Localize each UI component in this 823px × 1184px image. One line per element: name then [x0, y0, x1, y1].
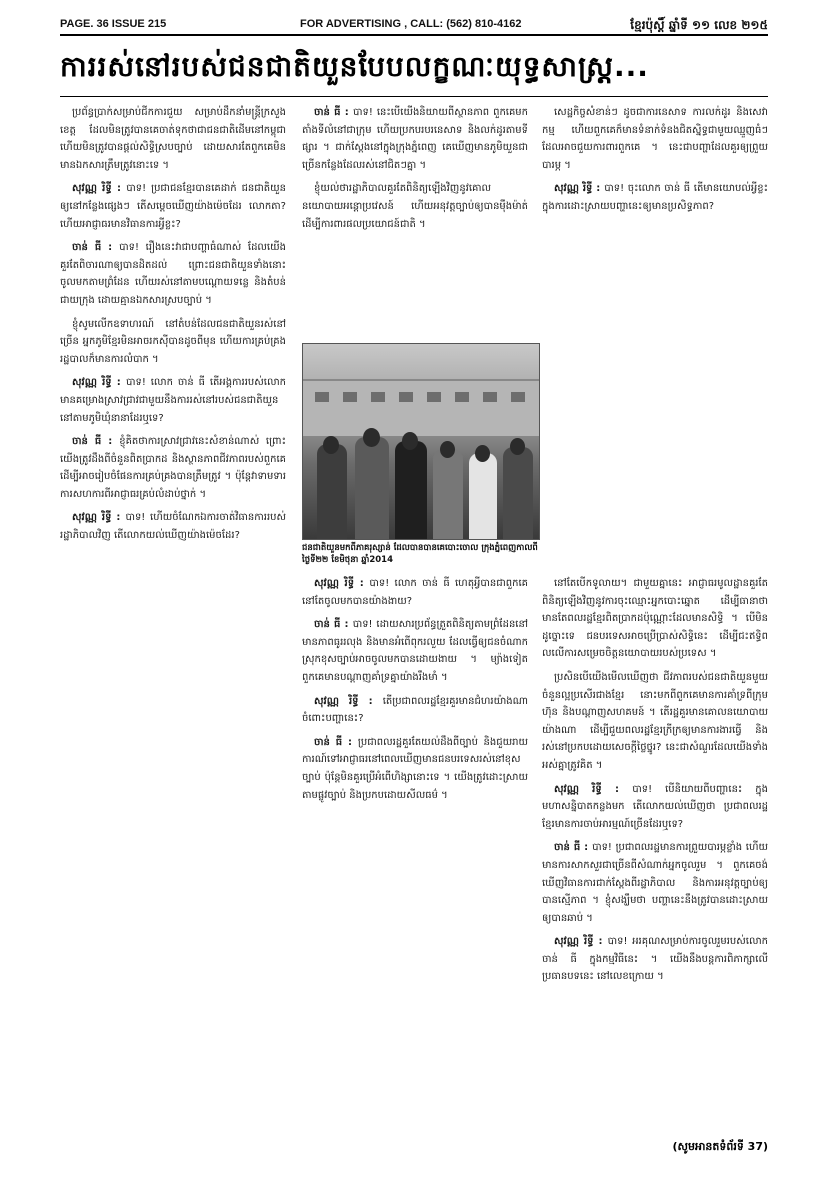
- article-paragraph: [542, 104, 768, 174]
- headline-rule: [60, 96, 768, 97]
- paragraph-text: ខ្ញុំគិតថាការស្រាវជ្រាវនេះសំខាន់ណាស់ ព្រោះយើងត្រូវដឹងពីចំនួនពិតប្រាកដ និងស្ថានភាពជីវភាពរបស់ពួកគេ ដើម្បីអាចរៀបចំផែនការគ្រប់គ្រងបានត្រឹមត្រូវ ។ ប៉ុន្តែវាទាមទារការសហការពីអាជ្ញាធរគ្រប់លំដាប់ថ្នាក់ ។: [60, 436, 286, 500]
- photo-person: [433, 449, 463, 539]
- paragraph-text: បាទ! បើនិយាយពីបញ្ហានេះ ក្នុងមហាសន្និបាតកន្លងមក តើលោកយល់ឃើញថា ប្រជាពលរដ្ឋខ្មែរមានការចាប់អារម្មណ៍ច្រើនដែរឬទេ?: [542, 783, 768, 830]
- photo-window: [455, 392, 469, 402]
- article-paragraph: [60, 239, 286, 309]
- paragraph-text: ប្រសិនបើយើងមើលឃើញថា ជីវភាពរបស់ជនជាតិយួនមួយចំនួនល្អប្រសើរជាងខ្មែរ នោះមកពីពួកគេមានការគាំទ្រពីក្រុមហ៊ុន និងបណ្តាញសហគមន៍ ។ តើរដ្ឋគួរមានគោលនយោបាយយ៉ាងណា ដើម្បីជួយពលរដ្ឋខ្មែរក្រីក្រឲ្យមានការងារធ្វើ និងរស់នៅប្រកបដោយសេចក្តីថ្លៃថ្នូរ? នេះជាសំណួរដែលយើងទាំងអស់គ្នាត្រូវគិត ។: [542, 671, 768, 771]
- article-paragraph: [60, 433, 286, 503]
- paragraph-text: ខ្ញុំសូមលើកឧទាហរណ៍ នៅតំបន់ដែលជនជាតិយួនរស់នៅច្រើន អ្នកភូមិខ្មែរមិនអាចរកស៊ីបានដូចពីមុន ហើយការគ្រប់គ្រងរដ្ឋបាលក៏មានការលំបាក ។: [60, 318, 286, 365]
- speaker-label: ចាន់ ធី :: [314, 619, 353, 631]
- speaker-label: ចាន់ ធី :: [314, 107, 353, 118]
- news-photo: [302, 343, 540, 540]
- photo-building: [303, 379, 539, 436]
- article-paragraph: [302, 104, 528, 174]
- article-paragraph: [60, 104, 286, 174]
- paragraph-text: បាទ! ហើយចំណែកឯការចាត់វិធានការរបស់រដ្ឋាភិបាលវិញ តើលោកយល់ឃើញយ៉ាងម៉េចដែរ?: [60, 512, 286, 542]
- paragraph-text: បាទ! រឿងនេះវាជាបញ្ហាធំណាស់ ដែលយើងគួរតែពិចារណាឲ្យបានដិតដល់ ព្រោះជនជាតិយួនទាំងនោះចូលមកតាមព្រំដែន ហើយរស់នៅតាមបណ្តោយទន្លេ និងតំបន់ជាយក្រុង ដោយគ្មានឯកសារស្របច្បាប់ ។: [60, 242, 286, 306]
- speaker-label: ចាន់ ធី :: [72, 242, 120, 254]
- article-paragraph: [302, 180, 528, 233]
- article-paragraph: [542, 669, 768, 775]
- paragraph-text: បាទ! ចុះលោក ចាន់ ធី តើមានយោបល់អ្វីខ្លះ ក្នុងការដោះស្រាយបញ្ហានេះឲ្យមានប្រសិទ្ធភាព?: [542, 183, 768, 212]
- paragraph-text: បាទ! ប្រជាពលរដ្ឋមានការព្រួយបារម្ភខ្លាំង ហើយមានការសាកសួរជាច្រើនពីសំណាក់អ្នកចូលរួម ។ ពួកគេចង់ឃើញវិធានការជាក់ស្តែងពីរដ្ឋាភិបាល និងការអនុវត្តច្បាប់ឲ្យបានស្មើភាព ។ ខ្ញុំសង្ឃឹមថា បញ្ហានេះនឹងត្រូវបានដោះស្រាយឲ្យបានឆាប់ ។: [542, 842, 768, 924]
- photo-person-head: [510, 438, 525, 455]
- article-paragraph: [542, 575, 768, 663]
- article-column-2-bottom: [302, 575, 528, 1135]
- article-paragraph: [302, 616, 528, 686]
- paragraph-text: តើប្រជាពលរដ្ឋខ្មែរគួរមានជំហរយ៉ាងណា ចំពោះបញ្ហានេះ?: [302, 695, 528, 725]
- paragraph-text: បាទ! នេះបើយើងនិយាយពីស្ថានភាព ពួកគេមកតាំងទីលំនៅជាក្រុម ហើយប្រកបរបរនេសាទ និងលក់ដូរតាមទីផ្សារ ។ ជាក់ស្តែងនៅក្នុងក្រុងភ្នំពេញ គេឃើញមានភូមិយួនជាច្រើនកន្លែងដែលរស់នៅជិតៗគ្នា ។: [302, 107, 528, 171]
- paragraph-text: បាទ! លោក ចាន់ ធី ហេតុអ្វីបានជាពួកគេនៅតែចូលមកបានយ៉ាងងាយ?: [302, 578, 528, 607]
- continued-label: (សូមអានតទំព័រទី 37): [672, 1140, 768, 1153]
- paragraph-text: ប្រជាពលរដ្ឋគួរតែយល់ដឹងពីច្បាប់ និងជួយរាយការណ៍ទៅអាជ្ញាធរនៅពេលឃើញមានជនបរទេសរស់នៅខុសច្បាប់ ប៉ុន្តែមិនគួរប្រើអំពើហិង្សានោះទេ ។ យើងត្រូវដោះស្រាយតាមផ្លូវច្បាប់ និងប្រកបដោយសីលធម៌ ។: [302, 736, 528, 801]
- page-header: [60, 18, 768, 36]
- article-paragraph: [542, 839, 768, 927]
- article-paragraph: [302, 693, 528, 728]
- speaker-label: សុវណ្ណ រិទ្ធី :: [554, 936, 608, 948]
- paragraph-text: នៅតែបើកទូលាយ។ ជាមួយគ្នានេះ អាជ្ញាធរមូលដ្ឋានគួរតែពិនិត្យឡើងវិញនូវការចុះឈ្មោះអ្នកបោះឆ្នោត ដើម្បីធានាថា មានតែពលរដ្ឋខ្មែរពិតប្រាកដប៉ុណ្ណោះដែលមានសិទ្ធិ ។ បើមិនដូច្នោះទេ ជនបរទេសអាចប្រើប្រាស់សិទ្ធិនេះ ដើម្បីជះឥទ្ធិពលលើការសម្រេចចិត្តនយោបាយរបស់ប្រទេស ។: [542, 578, 768, 660]
- photo-window: [315, 392, 329, 402]
- advertising-line: FOR ADVERTISING , CALL: (562) 810-4162: [300, 18, 522, 30]
- paragraph-text: សេដ្ឋកិច្ចសំខាន់ៗ ដូចជាការនេសាទ ការលក់ដូរ និងសេវាកម្ម ហើយពួកគេក៏មានទំនាក់ទំនងជិតស្និទ្ធជាមួយឈ្មួញធំៗ ដែលអាចជួយការពារពួកគេ ។ នេះជាបញ្ហាដែលគួរឲ្យព្រួយបារម្ភ ។: [542, 107, 768, 171]
- speaker-label: សុវណ្ណ រិទ្ធី :: [72, 183, 127, 195]
- paragraph-text: បាទ! ប្រជាជនខ្មែរបានគេដាក់ ជនជាតិយួនឲ្យនៅកន្លែងផ្សេងៗ តើសម្តេចឃើញយ៉ាងម៉េចដែរ លោកតា? ហើយអាជ្ញាធរមានវិធានការអ្វីខ្លះ?: [60, 183, 286, 230]
- article-paragraph: [302, 734, 528, 804]
- photo-window: [399, 392, 413, 402]
- article-column-3-top: [542, 104, 768, 339]
- photo-window: [483, 392, 497, 402]
- paragraph-text: ប្រព័ន្ធប្រាក់សម្រាប់ជីកការជួយ សម្រាប់ដឹកនាំមន្ត្រីក្រសួងខេត្ត ដែលមិនត្រូវបានគេចាត់ទុកថាជាជនជាតិដើមនៅកម្ពុជា ហើយមិនត្រូវបានផ្តល់សិទ្ធិស្របច្បាប់ ដោយសារតែពួកគេមិនមានឯកសារត្រឹមត្រូវនោះទេ ។: [60, 107, 286, 171]
- page-issue-label: PAGE. 36 ISSUE 215: [60, 18, 167, 30]
- photo-person-head: [363, 428, 380, 447]
- speaker-label: សុវណ្ណ រិទ្ធី :: [554, 183, 605, 195]
- speaker-label: សុវណ្ណ រិទ្ធី :: [72, 512, 126, 524]
- speaker-label: ចាន់ ធី :: [72, 436, 120, 448]
- article-column-2-top: [302, 104, 528, 339]
- speaker-label: សុវណ្ណ រិទ្ធី :: [314, 695, 383, 707]
- paragraph-text: បាទ! ដោយសារប្រព័ន្ធត្រួតពិនិត្យតាមព្រំដែននៅមានភាពធូររលុង និងមានអំពើពុករលួយ ដែលធ្វើឲ្យជនចំណាកស្រុកខុសច្បាប់អាចចូលមកបានដោយងាយ ។ ម្យ៉ាងទៀតពួកគេមានបណ្តាញគាំទ្រគ្នាយ៉ាងរឹងមាំ ។: [302, 619, 528, 683]
- photo-window: [343, 392, 357, 402]
- photo-window: [427, 392, 441, 402]
- masthead-date: ខ្មែរប៉ុស្តិ៍ ឆ្នាំទី ១១ លេខ ២១៥: [630, 18, 768, 32]
- photo-person: [503, 447, 533, 539]
- article-headline: ការរស់នៅរបស់ជនជាតិយួនបែបលក្ខណៈយុទ្ធសាស្ត្រ...: [60, 50, 649, 83]
- photo-person-head: [475, 445, 490, 462]
- photo-person-head: [323, 436, 339, 454]
- article-column-1: [60, 104, 286, 1139]
- speaker-label: ចាន់ ធី :: [554, 842, 593, 854]
- speaker-label: សុវណ្ណ រិទ្ធី :: [554, 783, 633, 795]
- article-paragraph: [60, 180, 286, 233]
- photo-person: [395, 441, 427, 539]
- article-paragraph: [542, 781, 768, 834]
- photo-person: [469, 453, 497, 539]
- speaker-label: សុវណ្ណ រិទ្ធី :: [314, 578, 370, 589]
- photo-person: [317, 444, 347, 539]
- speaker-label: សុវណ្ណ រិទ្ធី :: [72, 377, 126, 389]
- article-paragraph: [60, 316, 286, 369]
- photo-window: [511, 392, 525, 402]
- paragraph-text: បាទ! អរគុណសម្រាប់ការចូលរួមរបស់លោក ចាន់ ធី ក្នុងកម្មវិធីនេះ ។ យើងនឹងបន្តការពិភាក្សាលើប្រធានបទនេះ នៅលេខក្រោយ ។: [542, 936, 768, 983]
- speaker-label: ចាន់ ធី :: [314, 736, 358, 748]
- photo-person: [355, 437, 389, 539]
- paragraph-text: បាទ! លោក ចាន់ ធី តើអង្គការរបស់លោកមានគម្រោងស្រាវជ្រាវជាមួយនឹងការរស់នៅរបស់ជនជាតិយួននៅតាមភូមិឃុំនានាដែរឬទេ?: [60, 377, 286, 424]
- article-paragraph: [542, 180, 768, 215]
- photo-person-head: [440, 441, 455, 458]
- photo-window: [371, 392, 385, 402]
- article-paragraph: [60, 509, 286, 544]
- photo-caption: ជនជាតិយួនមកពីភាគរុស្សាន់ ដែលបានបានគេបោះចោល ក្រុងភ្នំពេញកាលពីថ្ងៃទី២២ ខែមិថុនា ឆ្នាំ2014: [302, 543, 538, 565]
- paragraph-text: ខ្ញុំយល់ថារដ្ឋាភិបាលគួរតែពិនិត្យឡើងវិញនូវគោលនយោបាយអន្តោប្រវេសន៍ ហើយអនុវត្តច្បាប់ឲ្យបានម៉ឺងម៉ាត់ ដើម្បីការពារផលប្រយោជន៍ជាតិ ។: [302, 183, 528, 230]
- article-column-3-bottom: [542, 575, 768, 1135]
- photo-person-head: [402, 432, 418, 450]
- article-paragraph: [60, 374, 286, 427]
- article-paragraph: [542, 933, 768, 986]
- article-paragraph: [302, 575, 528, 610]
